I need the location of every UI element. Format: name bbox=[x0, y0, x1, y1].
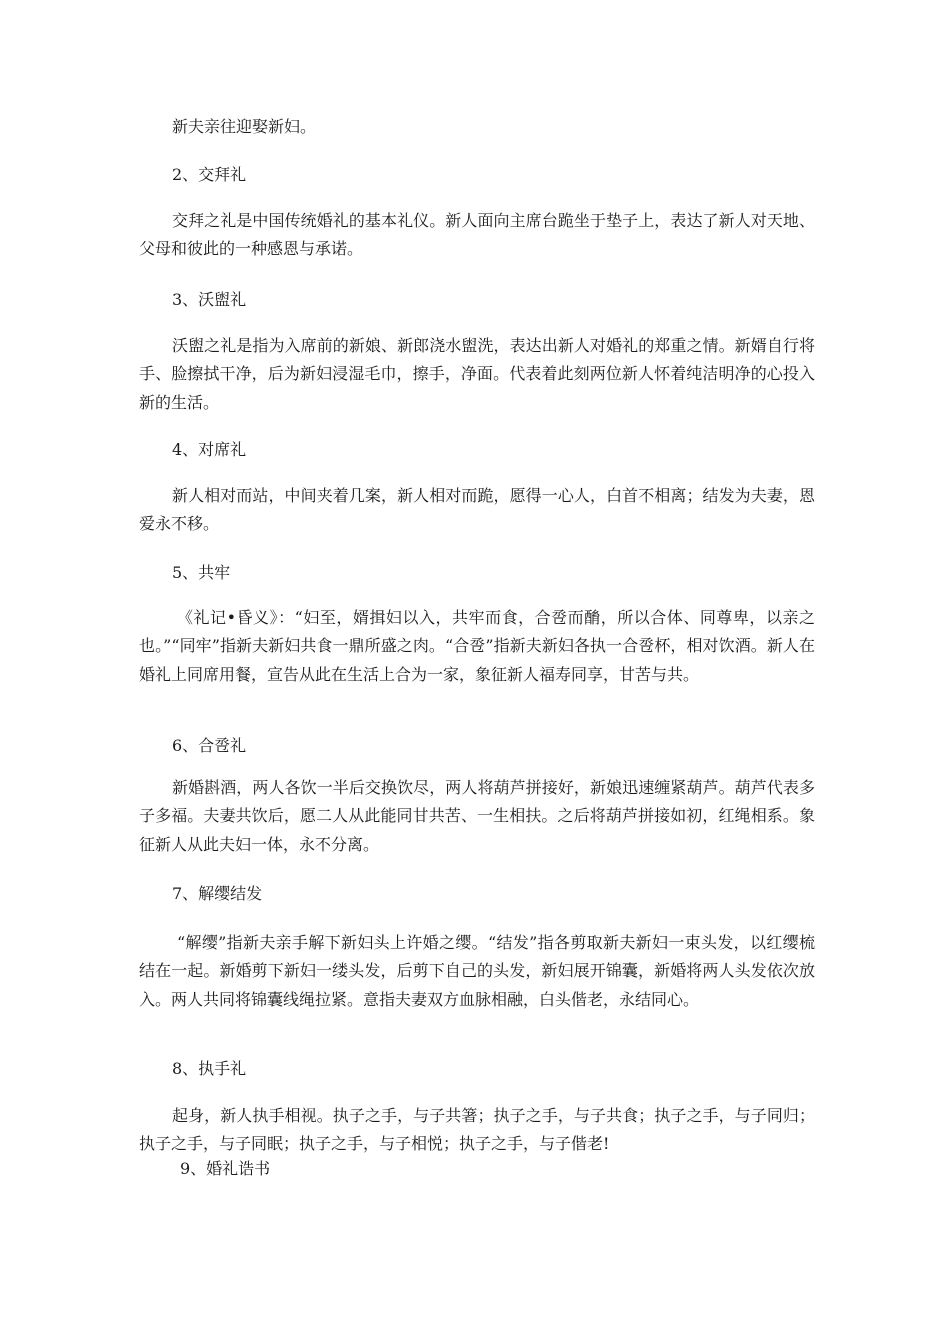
section-body-5: 《礼记•昏义》：“妇至，婿揖妇以入，共牢而食，合卺而酳，所以合体、同尊卑，以亲之也。”“同牢”指新夫新妇共食一鼎所盛之肉。“合卺”指新夫新妇各执一合卺杯，相对饮酒。新人在婚礼上同席用餐，宣告从此在生活上合为一家，象征新人福寿同享，甘苦与共。 bbox=[139, 608, 815, 684]
section-body-8: 起身，新人执手相视。执子之手，与子共箸；执子之手，与子共食；执子之手，与子同归；执子之手，与子同眠；执子之手，与子相悦；执子之手，与子偕老! bbox=[139, 1106, 815, 1154]
section-heading-2: 2、交拜礼 bbox=[172, 165, 247, 184]
section-heading-7: 7、解缨结发 bbox=[172, 884, 263, 903]
section-heading-8: 8、执手礼 bbox=[172, 1059, 247, 1078]
section-heading-4: 4、对席礼 bbox=[172, 440, 247, 459]
intro-line: 新夫亲往迎娶新妇。 bbox=[172, 117, 317, 136]
section-body-4: 新人相对而站，中间夹着几案，新人相对而跪，愿得一心人，白首不相离；结发为夫妻，恩爱永不移。 bbox=[139, 486, 815, 534]
section-body-3: 沃盥之礼是指为入席前的新娘、新郎浇水盥洗，表达出新人对婚礼的郑重之情。新婿自行将手、脸擦拭干净，后为新妇浸湿毛巾，擦手，净面。代表着此刻两位新人怀着纯洁明净的心投入新的生活。 bbox=[139, 336, 815, 412]
section-body-6: 新婚斟酒，两人各饮一半后交换饮尽，两人将葫芦拼接好，新娘迅速缠紧葫芦。葫芦代表多子多福。夫妻共饮后，愿二人从此能同甘共苦、一生相扶。之后将葫芦拼接如初，红绳相系。象征新人从此夫妇一体，永不分离。 bbox=[139, 778, 815, 854]
section-body-2: 交拜之礼是中国传统婚礼的基本礼仪。新人面向主席台跪坐于垫子上，表达了新人对天地、父母和彼此的一种感恩与承诺。 bbox=[139, 211, 815, 259]
section-heading-3: 3、沃盥礼 bbox=[172, 290, 247, 309]
section-heading-6: 6、合卺礼 bbox=[172, 736, 247, 755]
section-heading-5: 5、共牢 bbox=[172, 563, 231, 582]
section-body-7: “解缨”指新夫亲手解下新妇头上许婚之缨。“结发”指各剪取新夫新妇一束头发，以红缨梳结在一起。新婚剪下新妇一缕头发，后剪下自己的头发，新妇展开锦囊，新婚将两人头发依次放入。两人共同将锦囊线绳拉紧。意指夫妻双方血脉相融，白头偕老，永结同心。 bbox=[139, 933, 815, 1009]
section-heading-9: 9、婚礼诰书 bbox=[180, 1159, 271, 1178]
